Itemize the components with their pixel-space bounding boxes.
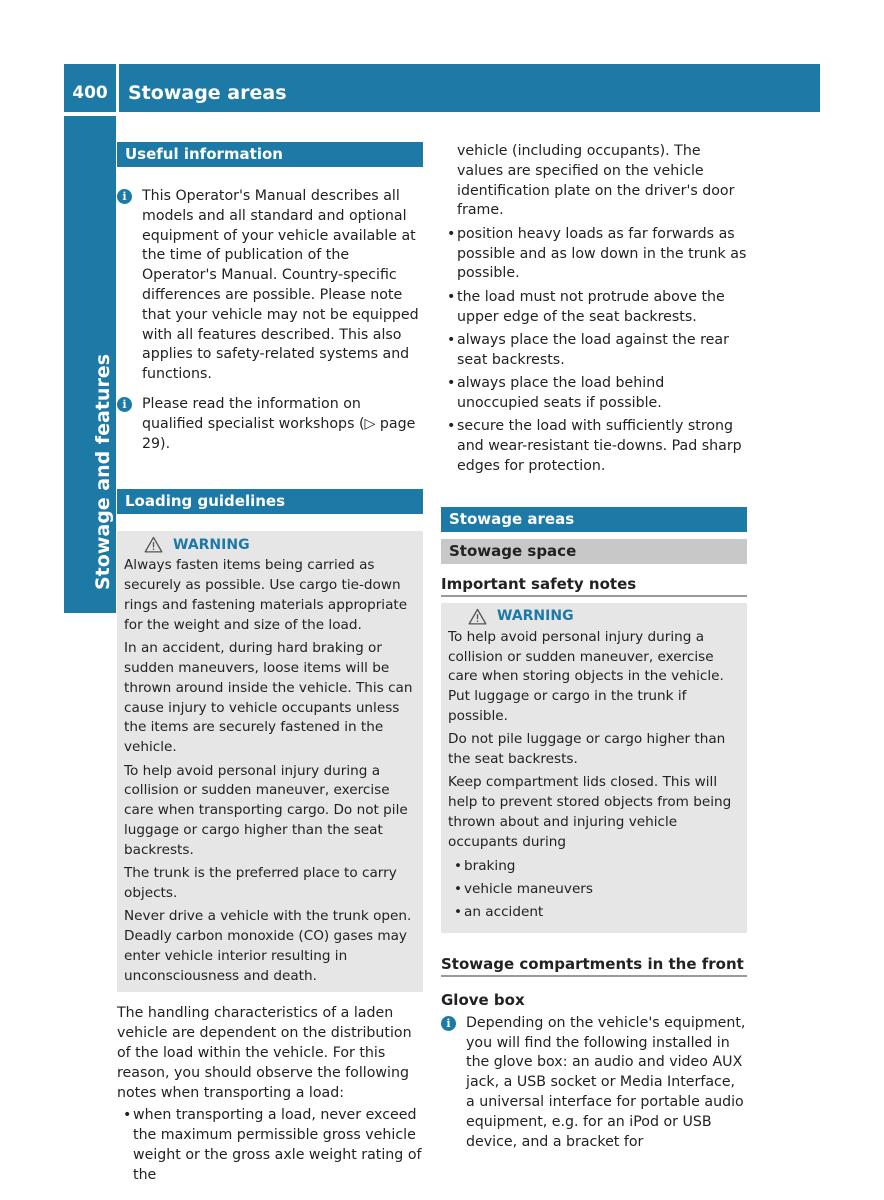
useful-information-heading: Useful information: [117, 142, 423, 167]
warning-label: WARNING: [173, 536, 250, 553]
warning-paragraph: In an accident, during hard braking or sudden maneuvers, loose items will be thrown around inside the vehicle. This can cause injury to vehicle occupants unless the items are securely fastened in the vehicle.: [124, 640, 413, 756]
warning-triangle-icon: [144, 536, 163, 553]
info-note-text: This Operator's Manual describes all models and all standard and optional equipment of your vehicle available at the time of publication of the Operator's Manual. Country-specific differences are possible. Please note that your vehicle may not be equipped with all features described. This also applies to safety-related systems and functions.: [142, 188, 419, 383]
warning-paragraph: The trunk is the preferred place to carry objects.: [124, 865, 397, 901]
page-title: Stowage areas: [119, 64, 820, 112]
info-note: [117, 187, 423, 385]
warning-box: [441, 603, 747, 933]
info-note-text: Please read the information on qualified specialist workshops (▷ page 29).: [142, 395, 416, 452]
warning-paragraph: To help avoid personal injury during a collision or sudden maneuver, exercise care when storing objects in the vehicle. Put luggage or cargo in the trunk if possible.: [448, 628, 724, 724]
chapter-side-label: Stowage and features: [92, 353, 114, 590]
stowage-space-heading: Stowage space: [441, 539, 747, 564]
info-icon: i: [117, 189, 132, 204]
list-item: • always place the load against the rear seat backrests.: [441, 331, 747, 371]
info-icon: i: [117, 397, 132, 412]
list-item: • when transporting a load, never exceed the maximum permissible gross vehicle weight or the gross axle weight rating of the: [117, 1106, 423, 1185]
warning-label: WARNING: [497, 608, 574, 625]
bullet-list: [117, 1106, 423, 1185]
info-note-text: Depending on the vehicle's equipment, you will find the following installed in the glove box: an audio and video AUX jack, a USB socket or Media Interface, a universal interface for portable audio equipment, e.g. for an iPod or USB device, and a bracket for: [466, 1014, 746, 1150]
warning-header: [448, 608, 740, 625]
body-paragraph: The handling characteristics of a laden vehicle are dependent on the distribution of the load within the vehicle. For this reason, you should observe the following notes when transporting a load:: [117, 1005, 412, 1101]
list-item: • vehicle maneuvers: [448, 880, 740, 900]
warning-paragraph: Never drive a vehicle with the trunk open. Deadly carbon monoxide (CO) gases may enter vehicle interior resulting in unconsciousness and death.: [124, 908, 412, 984]
list-item: • braking: [448, 857, 740, 877]
list-item-continuation: vehicle (including occupants). The values are specified on the vehicle identification plate on the driver's door frame.: [457, 143, 735, 219]
warning-paragraph: Keep compartment lids closed. This will help to prevent stored objects from being thrown about and injuring vehicle occupants during: [448, 774, 732, 850]
warning-paragraph: Do not pile luggage or cargo higher than the seat backrests.: [448, 731, 726, 768]
list-item: • the load must not protrude above the upper edge of the seat backrests.: [441, 288, 747, 328]
bullet-list: [448, 857, 740, 924]
warning-triangle-icon: [468, 608, 487, 625]
right-column: [441, 142, 747, 1152]
list-item: • position heavy loads as far forwards as possible and as low down in the trunk as possible.: [441, 225, 747, 284]
list-item: • an accident: [448, 903, 740, 923]
list-item: • always place the load behind unoccupied seats if possible.: [441, 374, 747, 414]
stowage-areas-heading: Stowage areas: [441, 507, 747, 532]
warning-box: [117, 531, 423, 992]
info-icon: i: [441, 1016, 456, 1031]
warning-paragraph: Always fasten items being carried as securely as possible. Use cargo tie-down rings and fastening materials appropriate for the weight and size of the load.: [124, 557, 408, 633]
important-safety-notes-heading: Important safety notes: [441, 575, 747, 597]
info-note: [441, 1014, 747, 1153]
glove-box-heading: Glove box: [441, 990, 525, 1009]
warning-paragraph: To help avoid personal injury during a collision or sudden maneuver, exercise care when transporting cargo. Do not pile luggage or cargo higher than the seat backrests.: [124, 762, 408, 858]
loading-guidelines-heading: Loading guidelines: [117, 489, 423, 514]
page-number: 400: [64, 64, 116, 112]
front-compartments-heading: Stowage compartments in the front: [441, 955, 747, 977]
warning-header: [124, 536, 416, 553]
left-column: [117, 142, 423, 1189]
list-item: • secure the load with sufficiently strong and wear-resistant tie-downs. Pad sharp edges for protection.: [441, 417, 747, 476]
bullet-list: [441, 225, 747, 477]
info-note: [117, 395, 423, 454]
